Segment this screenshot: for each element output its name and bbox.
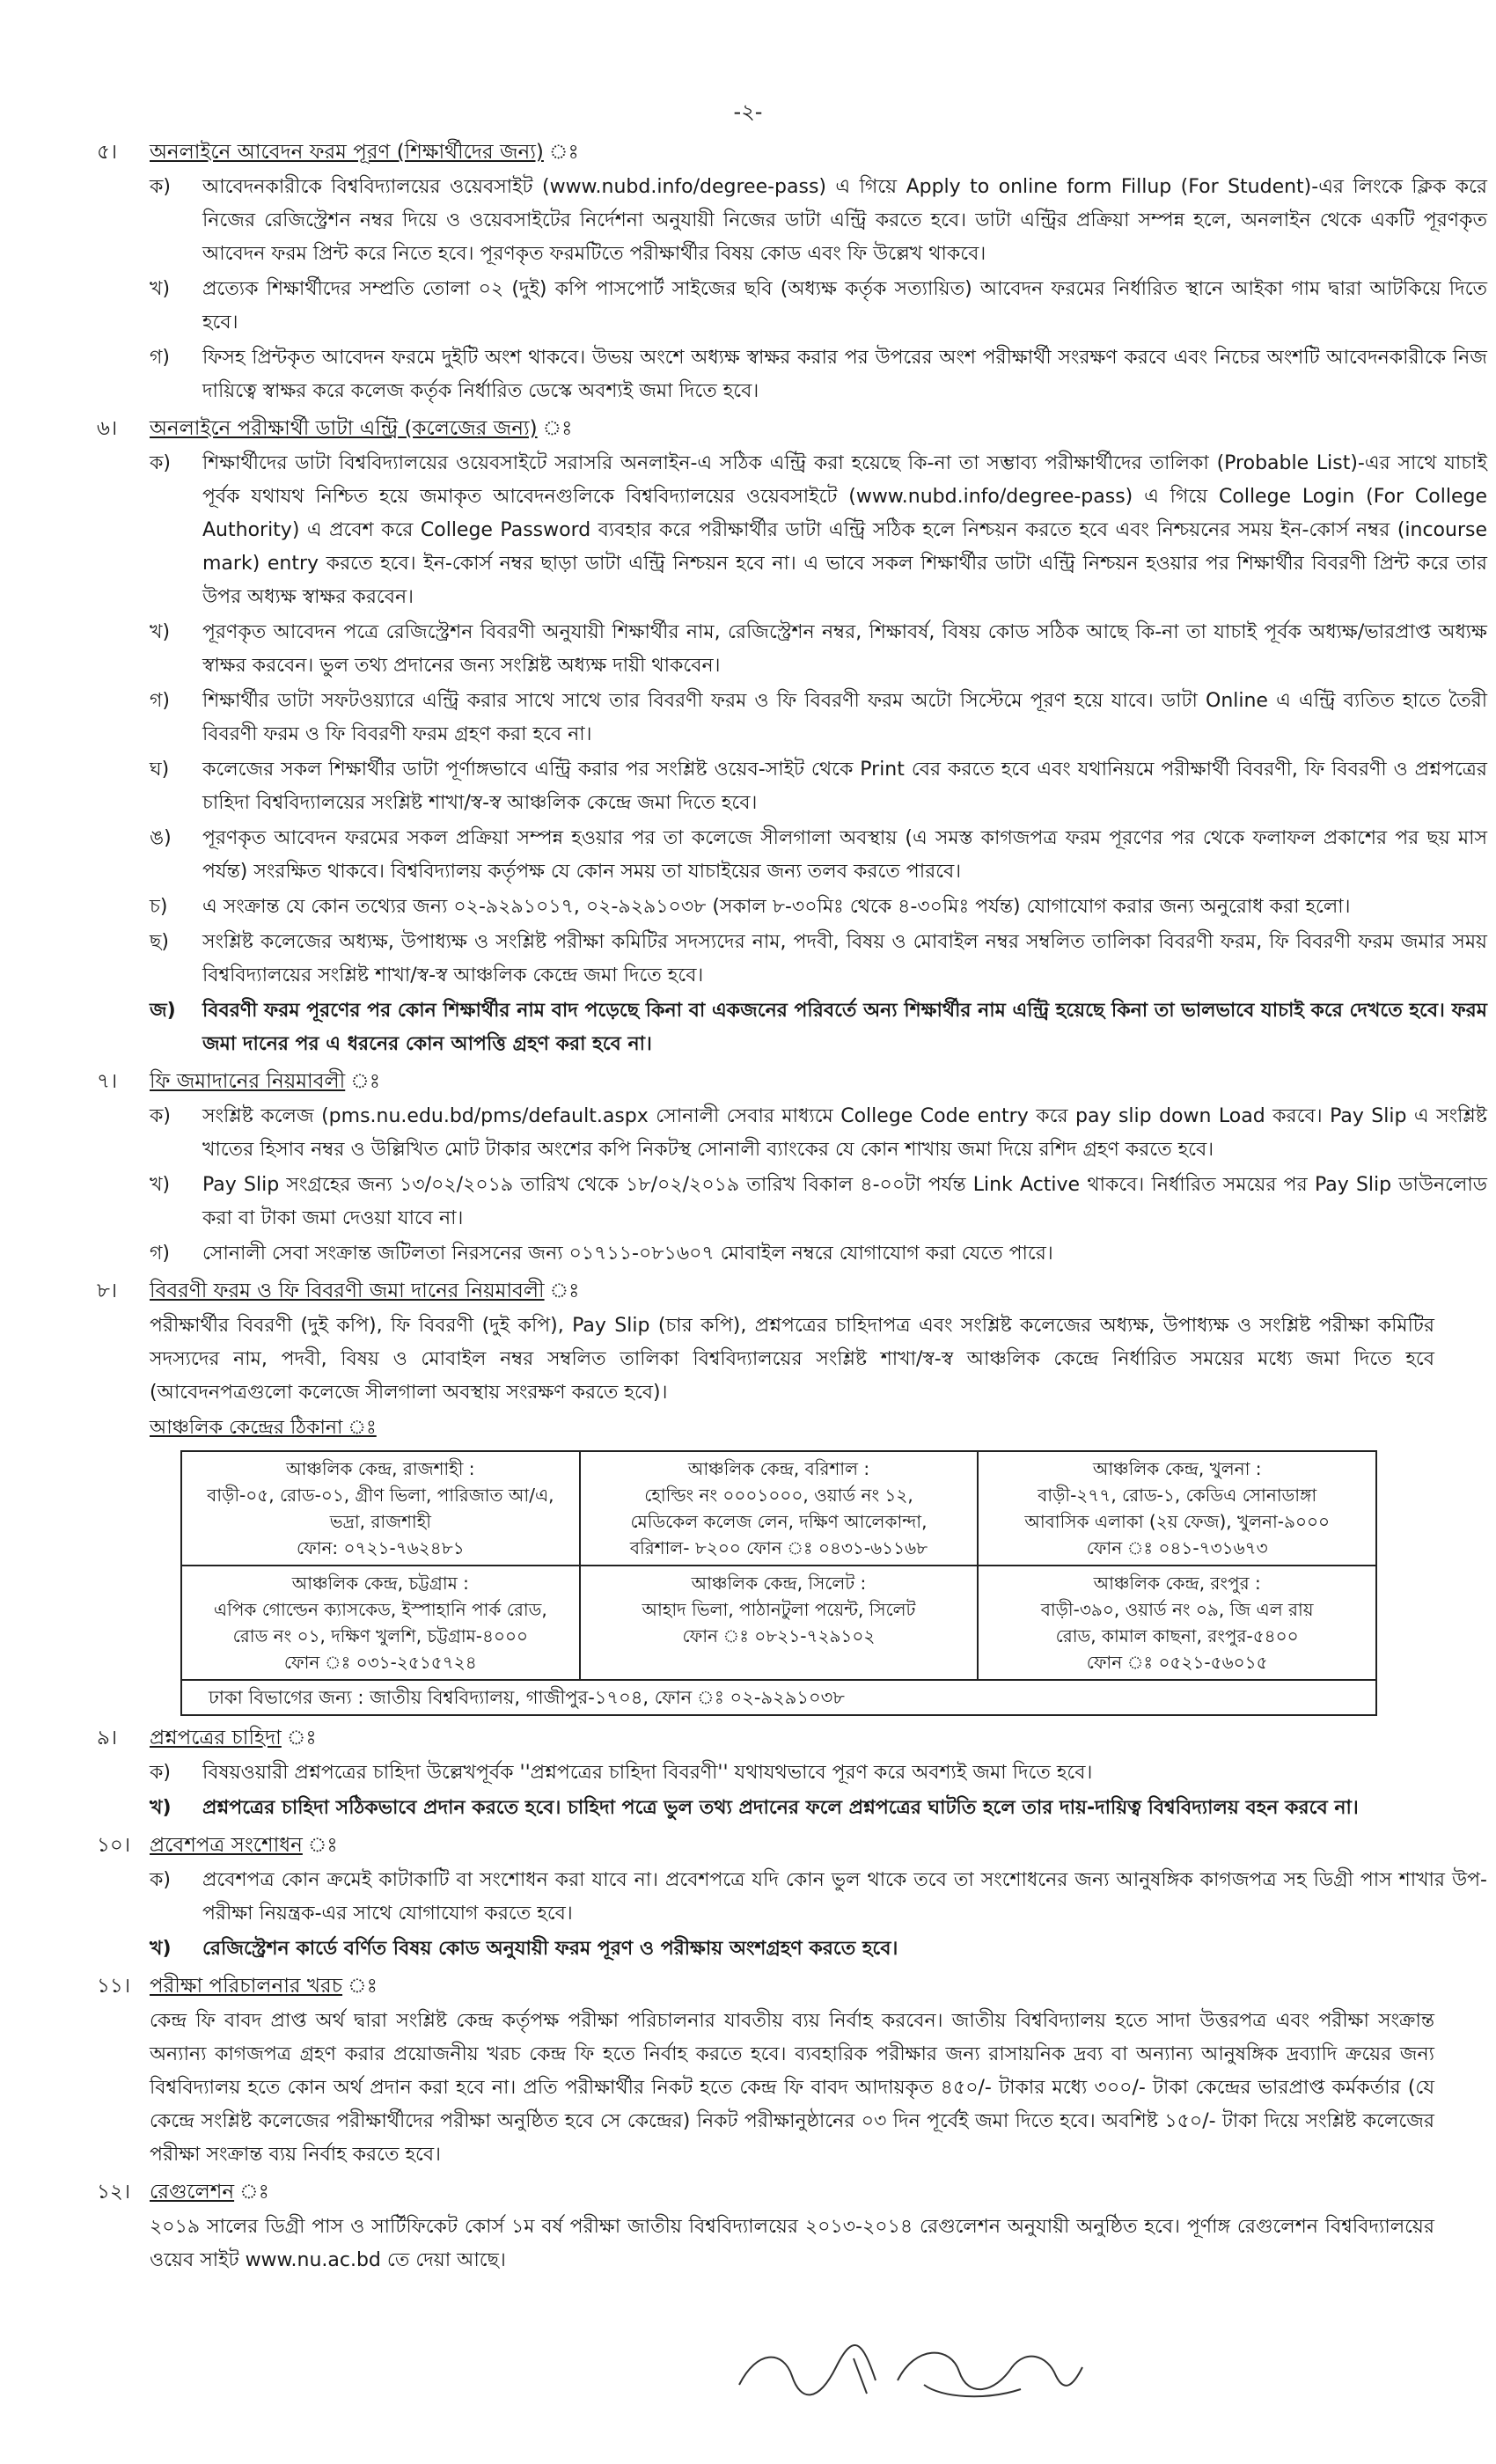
section-title: অনলাইনে আবেদন ফরম পূরণ (শিক্ষার্থীদের জন্য) (150, 141, 544, 164)
dhaka-office-cell: ঢাকা বিভাগের জন্য : জাতীয় বিশ্ববিদ্যালয়, গাজীপুর-১৭০৪, ফোন ঃ ০২-৯২৯১০৩৮ (181, 1680, 1376, 1715)
office-cell (181, 1566, 580, 1680)
signatures (722, 2332, 1091, 2411)
office-cell (978, 1566, 1376, 1680)
list-item (150, 1792, 1487, 1825)
office-address-line: ফোন: ০৭২১-৭৬২৪৮১ (296, 1537, 465, 1558)
section-heading-symbol: ঃ (542, 417, 573, 440)
item-text: প্রশ্নপত্রের চাহিদা সঠিকভাবে প্রদান করতে হবে। চাহিদা পত্রে ভুল তথ্য প্রদানের ফলে প্রশ্নপত্রের ঘাটতি হলে তার দায়-দায়িত্ব বিশ্ববিদ্যালয় বহন করবে না। (202, 1797, 1359, 1819)
list-item (150, 994, 1487, 1061)
section-heading (97, 1969, 1496, 2005)
section (97, 412, 1496, 1061)
list-item (150, 1756, 1487, 1790)
list-item (150, 822, 1487, 889)
item-text: পূরণকৃত আবেদন পত্রে রেজিস্ট্রেশন বিবরণী অনুযায়ী শিক্ষার্থীর নাম, রেজিস্ট্রেশন নম্বর, শিক্ষাবর্ষ, বিষয় কোড সঠিক আছে কি-না তা যাচাই পূর্বক অধ্যক্ষ/ভারপ্রাপ্ত অধ্যক্ষ স্বাক্ষর করবেন। ভুল তথ্য প্রদানের জন্য সংশ্লিষ্ট অধ্যক্ষ দায়ী থাকবেন। (202, 621, 1487, 677)
item-text: বিষয়ওয়ারী প্রশ্নপত্রের চাহিদা উল্লেখপূর্বক ''প্রশ্নপত্রের চাহিদা বিবরণী'' যথাযথভাবে পূরণ করে অবশ্যই জমা দিতে হবে। (202, 1762, 1093, 1784)
item-text: প্রত্যেক শিক্ষার্থীদের সম্প্রতি তোলা ০২ (দুই) কপি পাসপোর্ট সাইজের ছবি (অধ্যক্ষ কর্তৃক সত্যায়িত) আবেদন ফরমের নির্ধারিত স্থানে আইকা গাম দ্বারা আটকিয়ে দিতে হবে। (202, 278, 1487, 334)
regional-office-table (180, 1450, 1377, 1716)
office-address-line: বাড়ী-২৭৭, রোড-১, কেডিএ সোনাডাঙ্গা (1038, 1485, 1317, 1506)
office-address-line: ফোন ঃ ০৫২১-৫৬০১৫ (1086, 1652, 1268, 1673)
list-item (150, 273, 1487, 340)
office-address-line: বাড়ী-৩৯০, ওয়ার্ড নং ০৯, জি এল রায় (1040, 1599, 1314, 1620)
section-heading (97, 1065, 1496, 1100)
office-address-heading: আঞ্চলিক কেন্দ্রের ঠিকানা ঃ (150, 1417, 377, 1439)
item-text: সোনালী সেবা সংক্রান্ত জটিলতা নিরসনের জন্য ০১৭১১-০৮১৬০৭ মোবাইল নম্বরে যোগাযোগ করা যেতে পারে। (202, 1243, 1053, 1265)
item-label: ক) (150, 1105, 171, 1127)
item-label: গ) (150, 347, 171, 369)
section-heading (97, 1274, 1496, 1309)
list-item (150, 341, 1487, 408)
list-item (150, 685, 1487, 752)
section-number: ৭। (97, 1070, 118, 1093)
section-title: পরীক্ষা পরিচালনার খরচ (150, 1975, 343, 1998)
item-text: রেজিস্ট্রেশন কার্ডে বর্ণিত বিষয় কোড অনুযায়ী ফরম পূরণ ও পরীক্ষায় অংশগ্রহণ করতে হবে। (202, 1938, 898, 1960)
item-label: গ) (150, 690, 171, 712)
list-item (150, 753, 1487, 820)
item-list (150, 1864, 1487, 1966)
item-label: ক) (150, 1869, 171, 1891)
office-title: আঞ্চলিক কেন্দ্র, খুলনা : (1092, 1458, 1262, 1479)
item-text: সংশ্লিষ্ট কলেজের অধ্যক্ষ, উপাধ্যক্ষ ও সংশ্লিষ্ট পরীক্ষা কমিটির সদস্যদের নাম, পদবী, বিষয় ও মোবাইল নম্বর সম্বলিত তালিকা বিবরণী ফরম, ফি বিবরণী ফরম জমার সময় বিশ্ববিদ্যালয়ের সংশ্লিষ্ট শাখা/স্ব-স্ব আঞ্চলিক কেন্দ্রে জমা দিতে হবে। (202, 931, 1487, 986)
office-address-line: বাড়ী-০৫, রোড-০১, গ্রীণ ভিলা, পারিজাত আ/এ, (207, 1485, 554, 1506)
section-title: প্রবেশপত্র সংশোধন (150, 1834, 303, 1857)
office-address-line: ভদ্রা, রাজশাহী (329, 1511, 431, 1532)
office-cell (181, 1451, 580, 1566)
office-address-line: আবাসিক এলাকা (২য় ফেজ), খুলনা-৯০০০ (1024, 1511, 1330, 1532)
list-item (150, 926, 1487, 993)
office-address-line: ফোন ঃ ০৮২১-৭২৯১০২ (682, 1625, 876, 1646)
list-item (150, 171, 1487, 271)
section-heading (97, 412, 1496, 447)
item-list (150, 171, 1487, 408)
section-heading-symbol: ঃ (348, 1975, 378, 1998)
section-heading (97, 1829, 1496, 1864)
item-text: কলেজের সকল শিক্ষার্থীর ডাটা পূর্ণাঙ্গভাবে এন্ট্রি করার পর সংশ্লিষ্ট ওয়েব-সাইট থেকে Print বের করতে হবে এবং যথানিয়মে পরীক্ষার্থী বিবরণী, ফি বিবরণী ও প্রশ্নপত্রের চাহিদা বিশ্ববিদ্যালয়ের সংশ্লিষ্ট শাখা/স্ব-স্ব আঞ্চলিক কেন্দ্রে জমা দিতে হবে। (202, 759, 1487, 814)
office-address-line: হোল্ডিং নং ০০০১০০০, ওয়ার্ড নং ১২, (644, 1485, 913, 1506)
office-title: আঞ্চলিক কেন্দ্র, রংপুর : (1093, 1573, 1261, 1594)
list-item (150, 616, 1487, 683)
item-label: ক) (150, 1762, 171, 1784)
list-item (150, 1864, 1487, 1931)
office-title: আঞ্চলিক কেন্দ্র, রাজশাহী : (286, 1458, 475, 1479)
item-text: Pay Slip সংগ্রহের জন্য ১৩/০২/২০১৯ তারিখ থেকে ১৮/০২/২০১৯ তারিখ বিকাল ৪-০০টা পর্যন্ত Link Active থাকবে। নির্ধারিত সময়ের পর Pay Slip ডাউনলোড করা বা টাকা জমা দেওয়া যাবে না। (202, 1174, 1487, 1229)
section-heading-symbol: ঃ (549, 1280, 580, 1302)
section (97, 1829, 1496, 1966)
section-number: ৫। (97, 141, 118, 164)
section (97, 1065, 1496, 1271)
section-heading (97, 136, 1496, 171)
office-title: আঞ্চলিক কেন্দ্র, বরিশাল : (687, 1458, 870, 1479)
office-cell (580, 1451, 979, 1566)
office-address-line: রোড, কামাল কাছনা, রংপুর-৫৪০০ (1055, 1625, 1299, 1646)
item-label: খ) (150, 1938, 172, 1960)
section-heading (97, 1721, 1496, 1756)
item-text: সংশ্লিষ্ট কলেজ (pms.nu.edu.bd/pms/default.aspx সোনালী সেবার মাধ্যমে College Code entry করে pay slip down Load করবে। Pay Slip এ সংশ্লিষ্ট খাতের হিসাব নম্বর ও উল্লিখিত মোট টাকার অংশের কপি নিকটস্থ সোনালী ব্যাংকের যে কোন শাখায় জমা দিয়ে রশিদ গ্রহণ করতে হবে। (202, 1105, 1487, 1161)
item-text: শিক্ষার্থীর ডাটা সফটওয়্যারে এন্ট্রি করার সাথে সাথে তার বিবরণী ফরম ও ফি বিবরণী ফরম অটো সিস্টেমে পূরণ হয়ে যাবে। ডাটা Online এ এন্ট্রি ব্যতিত হাতে তৈরী বিবরণী ফরম ও ফি বিবরণী ফরম গ্রহণ করা হবে না। (202, 690, 1487, 745)
office-cell (580, 1566, 979, 1680)
section-number: ৯। (97, 1727, 118, 1749)
office-address-line: আহাদ ভিলা, পাঠানটুলা পয়েন্ট, সিলেট (642, 1599, 916, 1620)
item-label: গ) (150, 1243, 171, 1265)
item-label: ঘ) (150, 759, 170, 781)
section-heading-symbol: ঃ (286, 1727, 317, 1749)
item-label: ক) (150, 176, 171, 198)
section-title: বিবরণী ফরম ও ফি বিবরণী জমা দানের নিয়মাবলী (150, 1280, 545, 1302)
office-cell (978, 1451, 1376, 1566)
item-label: চ) (150, 896, 168, 918)
list-item (150, 447, 1487, 614)
section-paragraph: ২০১৯ সালের ডিগ্রী পাস ও সার্টিফিকেট কোর্স ১ম বর্ষ পরীক্ষা জাতীয় বিশ্ববিদ্যালয়ের ২০১৩-২০১৪ রেগুলেশন অনুযায়ী অনুষ্ঠিত হবে। পূর্ণাঙ্গ রেগুলেশন বিশ্ববিদ্যালয়ের ওয়েব সাইট www.nu.ac.bd তে দেয়া আছে। (150, 2216, 1434, 2271)
table-row (181, 1451, 1376, 1566)
office-address-line: এপিক গোল্ডেন ক্যাসকেড, ইস্পাহানি পার্ক রোড, (213, 1599, 547, 1620)
section-title: রেগুলেশন (150, 2181, 235, 2204)
item-text: বিবরণী ফরম পূরণের পর কোন শিক্ষার্থীর নাম বাদ পড়েছে কিনা বা একজনের পরিবর্তে অন্য শিক্ষার্থীর নাম এন্ট্রি হয়েছে কিনা তা ভালভাবে যাচাই করে দেখতে হবে। ফরম জমা দানের পর এ ধরনের কোন আপত্তি গ্রহণ করা হবে না। (202, 1000, 1487, 1055)
office-address-line: ফোন ঃ ০৩১-২৫১৫৭২৪ (283, 1652, 477, 1673)
office-address-line: রোড নং ০১, দক্ষিণ খুলশি, চট্টগ্রাম-৪০০০ (232, 1625, 528, 1646)
section-number: ১০। (97, 1834, 131, 1857)
section-heading (97, 2175, 1496, 2211)
section-heading-symbol: ঃ (350, 1070, 381, 1093)
list-item (150, 1169, 1487, 1236)
office-title: আঞ্চলিক কেন্দ্র, সিলেট : (691, 1573, 867, 1594)
section-title: ফি জমাদানের নিয়মাবলী (150, 1070, 346, 1093)
item-text: আবেদনকারীকে বিশ্ববিদ্যালয়ের ওয়েবসাইট (www.nubd.info/degree-pass) এ গিয়ে Apply to online form Fillup (For Student)-এর লিংকে ক্লিক করে নিজের রেজিস্ট্রেশন নম্বর দিয়ে ও ওয়েবসাইটের নির্দেশনা অনুযায়ী নিজের ডাটা এন্ট্রি করতে হবে। ডাটা এন্ট্রির প্রক্রিয়া সম্পন্ন হলে, অনলাইন থেকে একটি পূরণকৃত আবেদন ফরম প্রিন্ট করে নিতে হবে। পূরণকৃত ফরমটিতে পরীক্ষার্থীর বিষয় কোড এবং ফি উল্লেখ থাকবে। (202, 176, 1487, 265)
section-number: ১২। (97, 2181, 131, 2204)
section-heading-symbol: ঃ (239, 2181, 269, 2204)
office-address-line: বরিশাল- ৮২০০ ফোন ঃ ০৪৩১-৬১১৬৮ (629, 1537, 928, 1558)
item-label: খ) (150, 621, 171, 643)
item-label: ছ) (150, 931, 169, 953)
list-item (150, 1932, 1487, 1966)
item-label: ক) (150, 452, 171, 474)
section-number: ১১। (97, 1975, 131, 1998)
section (97, 1969, 1496, 2172)
section-number: ৬। (97, 417, 118, 440)
section-title: প্রশ্নপত্রের চাহিদা (150, 1727, 282, 1749)
office-address-line: মেডিকেল কলেজ লেন, দক্ষিণ আলেকান্দা, (630, 1511, 928, 1532)
office-title: আঞ্চলিক কেন্দ্র, চট্টগ্রাম : (291, 1573, 469, 1594)
office-address-line: ফোন ঃ ০৪১-৭৩১৬৭৩ (1086, 1537, 1268, 1558)
item-label: জ) (150, 1000, 176, 1022)
item-text: ফিসহ প্রিন্টকৃত আবেদন ফরমে দুইটি অংশ থাকবে। উভয় অংশে অধ্যক্ষ স্বাক্ষর করার পর উপরের অংশ পরীক্ষার্থী সংরক্ষণ করবে এবং নিচের অংশটি আবেদনকারীকে নিজ দায়িত্বে স্বাক্ষর করে কলেজ কর্তৃক নির্ধারিত ডেস্কে অবশ্যই জমা দিতে হবে। (202, 347, 1487, 402)
list-item (150, 891, 1487, 924)
section-number: ৮। (97, 1280, 118, 1302)
item-list (150, 1756, 1487, 1825)
item-text: পূরণকৃত আবেদন ফরমের সকল প্রক্রিয়া সম্পন্ন হওয়ার পর তা কলেজে সীলগালা অবস্থায় (এ সমস্ত কাগজপত্র ফরম পূরণের পর থেকে ফলাফল প্রকাশের পর ছয় মাস পর্যন্ত) সংরক্ষিত থাকবে। বিশ্ববিদ্যালয় কর্তৃপক্ষ যে কোন সময় তা যাচাইয়ের জন্য তলব করতে পারবে। (202, 827, 1487, 883)
item-label: ঙ) (150, 827, 172, 849)
item-list (150, 447, 1487, 1061)
section (97, 136, 1496, 408)
section (97, 2175, 1496, 2277)
section-heading-symbol: ঃ (307, 1834, 338, 1857)
table-row (181, 1680, 1376, 1715)
section-paragraph: কেন্দ্র ফি বাবদ প্রাপ্ত অর্থ দ্বারা সংশ্লিষ্ট কেন্দ্র কর্তৃপক্ষ পরীক্ষা পরিচালনার যাবতীয় ব্যয় নির্বাহ করবেন। জাতীয় বিশ্ববিদ্যালয় হতে সাদা উত্তরপত্র এবং পরীক্ষা সংক্রান্ত অন্যান্য কাগজপত্র গ্রহণ করার প্রয়োজনীয় খরচ কেন্দ্র ফি হতে নির্বাহ করতে হবে। ব্যবহারিক পরীক্ষার জন্য রাসায়নিক দ্রব্য বা অন্যান্য আনুষঙ্গিক দ্রব্যাদি ক্রয়ের জন্য বিশ্ববিদ্যালয় হতে কোন অর্থ প্রদান করা হবে না। প্রতি পরীক্ষার্থীর নিকট হতে কেন্দ্র ফি বাবদ আদায়কৃত ৪৫০/- টাকার মধ্যে ৩০০/- টাকা কেন্দ্রের ভারপ্রাপ্ত কর্মকর্তার (যে কেন্দ্রে সংশ্লিষ্ট কলেজের পরীক্ষার্থীদের পরীক্ষা অনুষ্ঠিত হবে সে কেন্দ্রের) নিকট পরীক্ষানুষ্ঠানের ০৩ দিন পূর্বেই জমা দিতে হবে। অবশিষ্ট ১৫০/- টাকা দিয়ে সংশ্লিষ্ট কলেজের পরীক্ষা সংক্রান্ত ব্যয় নির্বাহ করতে হবে। (150, 2010, 1434, 2166)
document-body (97, 132, 1496, 2277)
item-text: এ সংক্রান্ত যে কোন তথ্যের জন্য ০২-৯২৯১০১৭, ০২-৯২৯১০৩৮ (সকাল ৮-৩০মিঃ থেকে ৪-৩০মিঃ পর্যন্ত) যোগাযোগ করার জন্য অনুরোধ করা হলো। (202, 896, 1351, 918)
list-item (150, 1237, 1487, 1271)
section-paragraph: পরীক্ষার্থীর বিবরণী (দুই কপি), ফি বিবরণী (দুই কপি), Pay Slip (চার কপি), প্রশ্নপত্রের চাহিদাপত্র এবং সংশ্লিষ্ট কলেজের অধ্যক্ষ, উপাধ্যক্ষ ও সংশ্লিষ্ট পরীক্ষা কমিটির সদস্যদের নাম, পদবী, বিষয় ও মোবাইল নম্বর সম্বলিত তালিকা বিশ্ববিদ্যালয়ের সংশ্লিষ্ট শাখা/স্ব-স্ব আঞ্চলিক কেন্দ্রে নির্ধারিত সময়ের মধ্যে জমা দিতে হবে (আবেদনপত্রগুলো কলেজে সীলগালা অবস্থায় সংরক্ষণ করতে হবে)। (150, 1315, 1434, 1404)
page-number: -২- (733, 99, 763, 124)
list-item (150, 1100, 1487, 1167)
section (97, 1274, 1496, 1716)
item-label: খ) (150, 278, 171, 300)
item-label: খ) (150, 1797, 172, 1819)
item-text: প্রবেশপত্র কোন ক্রমেই কাটাকাটি বা সংশোধন করা যাবে না। প্রবেশপত্রে যদি কোন ভুল থাকে তবে তা সংশোধনের জন্য আনুষঙ্গিক কাগজপত্র সহ ডিগ্রী পাস শাখার উপ-পরীক্ষা নিয়ন্ত্রক-এর সাথে যোগাযোগ করতে হবে। (202, 1869, 1487, 1925)
section-heading-symbol: ঃ (548, 141, 579, 164)
item-text: শিক্ষার্থীদের ডাটা বিশ্ববিদ্যালয়ের ওয়েবসাইটে সরাসরি অনলাইন-এ সঠিক এন্ট্রি করা হয়েছে কি-না তা সম্ভাব্য পরীক্ষার্থীদের তালিকা (Probable List)-এর সাথে যাচাই পূর্বক যথাযথ নিশ্চিত হয়ে জমাকৃত আবেদনগুলিকে বিশ্ববিদ্যালয়ের ওয়েবসাইটে (www.nubd.info/degree-pass) এ গিয়ে College Login (For College Authority) এ প্রবেশ করে College Password ব্যবহার করে পরীক্ষার্থীর ডাটা এন্ট্রি সঠিক হলে নিশ্চয়ন করতে হবে এবং নিশ্চয়নের সময় ইন-কোর্স নম্বর (incourse mark) entry করতে হবে। ইন-কোর্স নম্বর ছাড়া ডাটা এন্ট্রি নিশ্চয়ন হবে না। এ ভাবে সকল শিক্ষার্থীর ডাটা এন্ট্রি নিশ্চয়ন হওয়ার পর শিক্ষার্থীর বিবরণী প্রিন্ট করে তার উপর অধ্যক্ষ স্বাক্ষর করবেন। (202, 452, 1487, 608)
section-title: অনলাইনে পরীক্ষার্থী ডাটা এন্ট্রি (কলেজের জন্য) (150, 417, 538, 440)
section (97, 1721, 1496, 1825)
table-row (181, 1566, 1376, 1680)
item-label: খ) (150, 1174, 171, 1196)
item-list (150, 1100, 1487, 1271)
